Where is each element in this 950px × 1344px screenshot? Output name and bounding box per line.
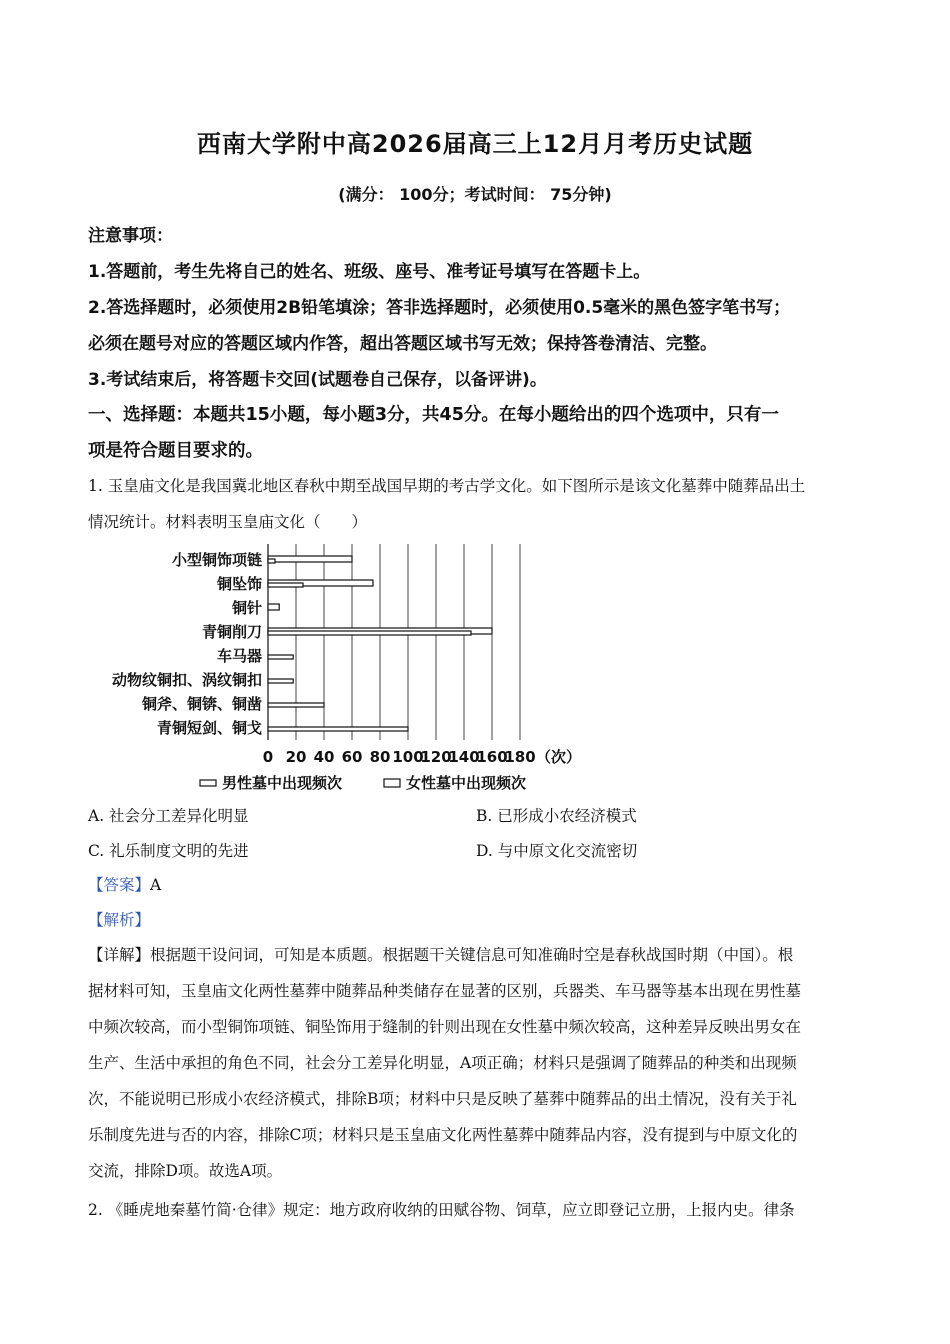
- category-label: 车马器: [216, 647, 262, 665]
- bar-female: [268, 604, 279, 610]
- detail-line-5: 次，不能说明已形成小农经济模式，排除B项；材料中只是反映了墓葬中随葬品的出土情况，没有关于礼: [88, 1090, 797, 1108]
- category-label: 青铜削刀: [201, 623, 262, 641]
- x-tick-label: 140: [448, 748, 480, 766]
- answer-tag: 【答案】: [88, 876, 151, 894]
- x-tick-label: 60: [341, 748, 363, 766]
- category-label: 铜斧、铜锛、铜凿: [141, 695, 262, 713]
- x-tick-label: 40: [313, 748, 335, 766]
- x-axis-unit: （次）: [536, 748, 582, 766]
- notice-item-2b: 必须在题号对应的答题区域内作答，超出答题区域书写无效；保持答卷清洁、完整。: [88, 334, 717, 354]
- bar-male: [268, 631, 471, 635]
- bar-male: [268, 583, 303, 587]
- page-title: 西南大学附中高2026届高三上12月月考历史试题: [196, 130, 754, 158]
- detail-line-7: 交流，排除D项。故选A项。: [88, 1162, 283, 1180]
- q2-stem-line1: 2. 《睡虎地秦墓竹简·仓律》规定：地方政府收纳的田赋谷物、饲草，应立即登记立册，上报内史。律条: [88, 1201, 795, 1219]
- q1-stem-line1: 1. 玉皇庙文化是我国冀北地区春秋中期至战国早期的考古学文化。如下图所示是该文化墓葬中随葬品出土: [88, 477, 806, 495]
- q1-stem-line2: 情况统计。材料表明玉皇庙文化（ ）: [88, 513, 368, 531]
- category-label: 青铜短剑、铜戈: [156, 719, 262, 737]
- q1-option-a: A. 社会分工差异化明显: [88, 807, 249, 825]
- category-label: 小型铜饰项链: [171, 551, 262, 569]
- bar-male: [268, 703, 324, 707]
- x-tick-label: 20: [285, 748, 307, 766]
- legend-male-label: 男性墓中出现频次: [222, 774, 343, 792]
- x-tick-label: 160: [476, 748, 508, 766]
- x-tick-label: 180: [504, 748, 536, 766]
- answer-value: A: [150, 876, 162, 894]
- bar-male: [268, 679, 293, 683]
- notice-heading: 注意事项：: [88, 226, 173, 246]
- legend-female-label: 女性墓中出现频次: [406, 774, 527, 792]
- q1-answer: [88, 873, 161, 895]
- detail-line-4: 生产、生活中承担的角色不同，社会分工差异化明显，A项正确；材料只是强调了随葬品的种类和出现频: [88, 1054, 797, 1072]
- x-tick-label: 100: [392, 748, 424, 766]
- x-tick-label: 80: [369, 748, 391, 766]
- category-label: 动物纹铜扣、涡纹铜扣: [111, 671, 262, 689]
- category-label: 铜针: [231, 599, 262, 617]
- notice-item-1: 1.答题前，考生先将自己的姓名、班级、座号、准考证号填写在答题卡上。: [88, 262, 651, 282]
- exam-info: (满分： 100分；考试时间： 75分钟): [338, 185, 612, 204]
- legend-male-swatch: [200, 780, 216, 786]
- artifact-frequency-chart: [88, 540, 608, 792]
- notice-item-2a: 2.答选择题时，必须使用2B铅笔填涂；答非选择题时，必须使用0.5毫米的黑色签字笔书写；: [88, 298, 791, 318]
- section-heading-line1: 一、选择题：本题共15小题，每小题3分，共45分。在每小题给出的四个选项中，只有一: [88, 405, 779, 425]
- bar-male: [268, 655, 293, 659]
- notice-item-3: 3.考试结束后，将答题卡交回(试题卷自己保存，以备评讲)。: [88, 370, 547, 390]
- detail-line-3: 中频次较高，而小型铜饰项链、铜坠饰用于缝制的针则出现在女性墓中频次较高，这种差异反映出男女在: [88, 1018, 802, 1036]
- detail-line-2: 据材料可知，玉皇庙文化两性墓葬中随葬品种类储存在显著的区别，兵器类、车马器等基本出现在男性墓: [88, 982, 802, 1000]
- q1-option-d: D. 与中原文化交流密切: [476, 842, 638, 860]
- detail-line-6: 乐制度先进与否的内容，排除C项；材料只是玉皇庙文化两性墓葬中随葬品内容，没有提到与中原文化的: [88, 1126, 798, 1144]
- bar-male: [268, 559, 275, 563]
- x-tick-label: 0: [262, 748, 274, 766]
- section-heading-line2: 项是符合题目要求的。: [88, 441, 263, 461]
- bar-male: [268, 727, 408, 731]
- legend-female-swatch: [384, 779, 400, 787]
- q1-option-c: C. 礼乐制度文明的先进: [88, 842, 249, 860]
- category-label: 铜坠饰: [216, 575, 262, 593]
- x-tick-label: 120: [420, 748, 452, 766]
- analysis-tag: 【解析】: [88, 911, 151, 929]
- detail-line-1: 【详解】根据题干设问词，可知是本质题。根据题干关键信息可知准确时空是春秋战国时期（中国）。根: [88, 946, 794, 964]
- q1-option-b: B. 已形成小农经济模式: [476, 807, 637, 825]
- bar-female: [268, 556, 352, 562]
